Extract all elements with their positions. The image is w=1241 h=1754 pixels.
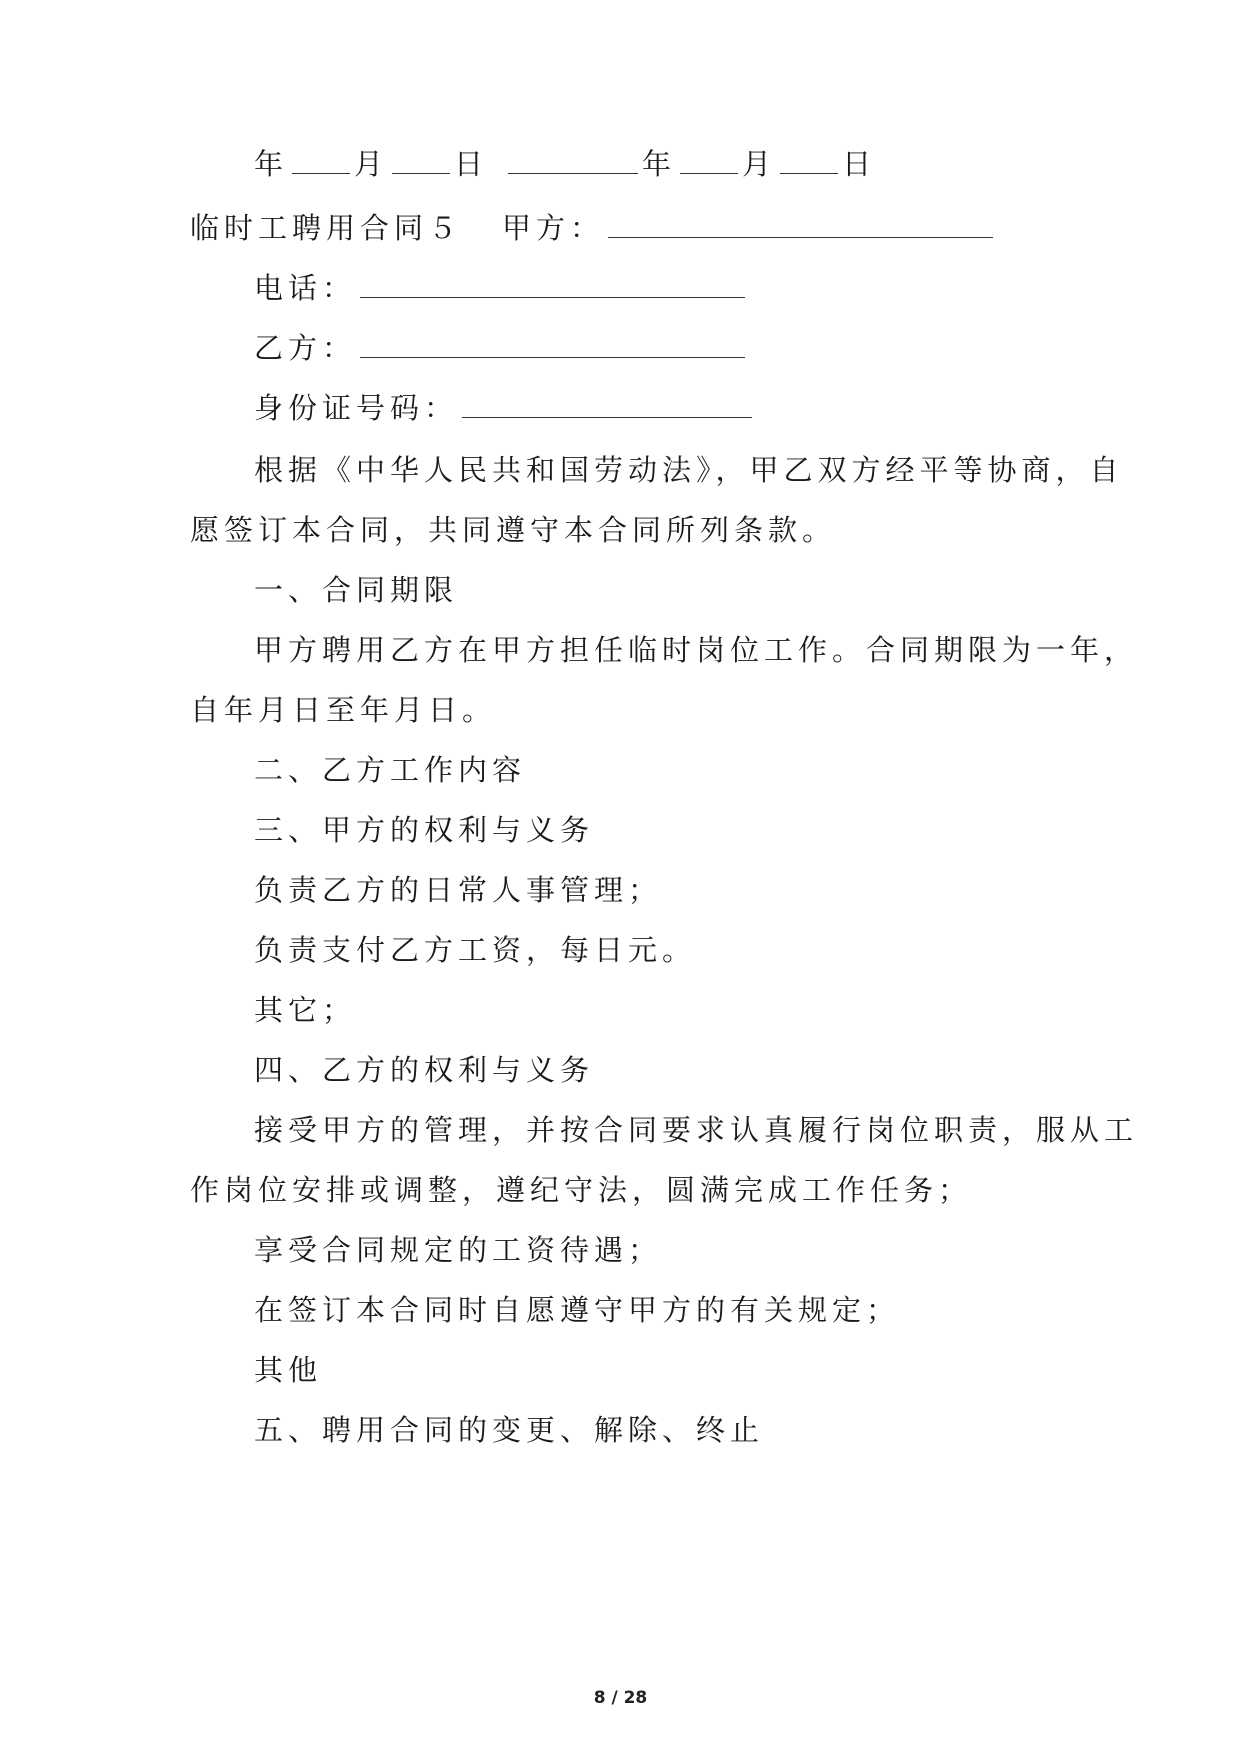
day-char-2: 日 (842, 147, 877, 181)
day-char: 日 (454, 147, 489, 181)
page-number: 8 / 28 (593, 1688, 648, 1708)
party-a-label: 甲方： (502, 211, 605, 245)
section-4-title: 四、乙方的权利与义务 (254, 1053, 595, 1087)
id-number-blank (462, 391, 752, 418)
section-1-paragraph-line-2: 自年月日至年月日。 (190, 693, 497, 727)
section-2-title: 二、乙方工作内容 (254, 753, 527, 787)
year-char: 年 (254, 147, 289, 181)
party-b-line (254, 330, 749, 366)
id-number-label: 身份证号码： (254, 391, 459, 425)
section-4-item-1-line-2: 作岗位安排或调整，遵纪守法，圆满完成工作任务； (190, 1173, 973, 1207)
phone-line (254, 270, 749, 306)
month-char: 月 (354, 147, 389, 181)
party-a-blank (608, 211, 993, 238)
section-4-item-2: 享受合同规定的工资待遇； (254, 1233, 663, 1267)
month-blank-2 (680, 147, 738, 174)
month-blank (292, 147, 350, 174)
section-5-title: 五、聘用合同的变更、解除、终止 (254, 1413, 765, 1447)
party-b-blank (360, 331, 745, 358)
year-blank-2 (508, 147, 638, 174)
section-3-item-2: 负责支付乙方工资，每日元。 (254, 933, 697, 967)
section-4-item-4: 其他 (254, 1353, 323, 1387)
phone-label: 电话： (254, 271, 357, 305)
section-3-item-3: 其它； (254, 993, 357, 1027)
section-1-paragraph-line-1: 甲方聘用乙方在甲方担任临时岗位工作。合同期限为一年， (254, 633, 1139, 667)
month-char-2: 月 (742, 147, 777, 181)
phone-blank (360, 271, 745, 298)
section-4-item-3: 在签订本合同时自愿遵守甲方的有关规定； (254, 1293, 901, 1327)
intro-paragraph-line-1: 根据《中华人民共和国劳动法》，甲乙双方经平等协商，自 (254, 453, 1124, 487)
day-blank (392, 147, 450, 174)
day-blank-2 (780, 147, 838, 174)
party-b-label: 乙方： (254, 331, 357, 365)
year-char-2: 年 (642, 147, 677, 181)
section-3-title: 三、甲方的权利与义务 (254, 813, 595, 847)
signature-date-line (254, 146, 876, 182)
intro-paragraph-line-2: 愿签订本合同，共同遵守本合同所列条款。 (190, 513, 837, 547)
section-4-item-1-line-1: 接受甲方的管理，并按合同要求认真履行岗位职责，服从工 (254, 1113, 1139, 1147)
title-party-a-line (190, 210, 997, 246)
section-1-title: 一、合同期限 (254, 573, 459, 607)
section-3-item-1: 负责乙方的日常人事管理； (254, 873, 663, 907)
contract-title: 临时工聘用合同５ (190, 211, 463, 245)
id-number-line (254, 390, 756, 426)
